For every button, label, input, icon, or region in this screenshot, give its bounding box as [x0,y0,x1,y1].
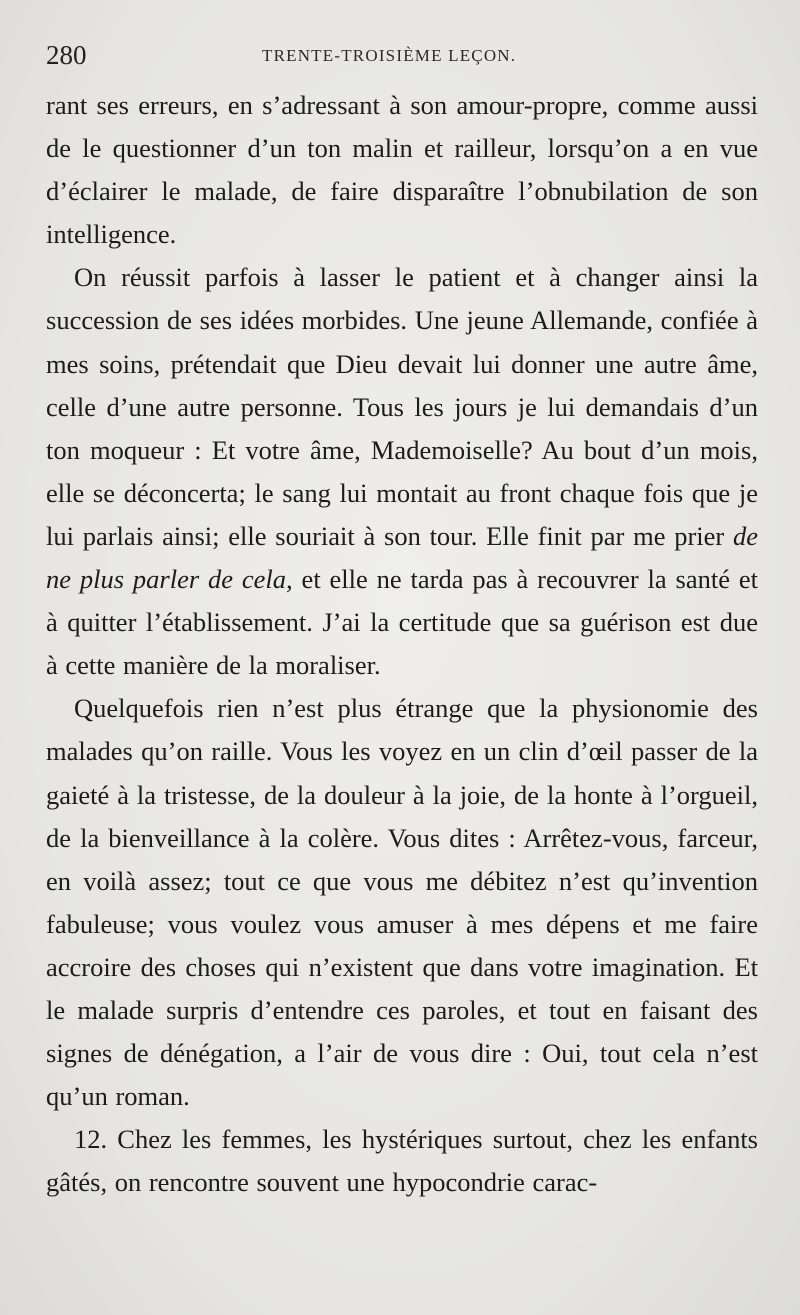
paragraph-allemande [46,256,758,687]
body-text [46,84,758,1204]
paragraph-text: On réussit parfois à lasser le patient et à changer ainsi la succession de ses idées morbides. Une jeune Allemande, confiée à mes soins, prétendait que Dieu devait lui donner une autre âme, celle d’une autre personne. Tous les jours je lui demandais d’un ton moqueur : Et votre âme, Mademoiselle? Au bout d’un mois, elle se déconcerta; le sang lui montait au front chaque fois que je lui parlais ainsi; elle souriait à son tour. Elle finit par me prier [46,262,758,551]
italic-quote: de ne plus parler de cela, [46,520,758,595]
paragraph-text: et elle ne tarda pas à recouvrer la santé et à quitter l’établissement. J’ai la certitude que sa guérison est due à cette manière de la moraliser. [46,564,758,681]
page-header [46,38,756,74]
paragraph-section-12: 12. Chez les femmes, les hystériques surtout, chez les enfants gâtés, on rencontre souvent une hypocondrie carac- [46,1124,758,1198]
paragraph-continuation: rant ses erreurs, en s’adressant à son amour-propre, comme aussi de le questionner d’un ton malin et railleur, lorsqu’on a en vue d’éclairer le malade, de faire disparaître l’obnubilation de son intelligence. [46,90,758,250]
paragraph-physionomie: Quelquefois rien n’est plus étrange que la physionomie des malades qu’on raille. Vous les voyez en un clin d’œil passer de la gaieté à la tristesse, de la douleur à la joie, de la honte à l’orgueil, de la bienveillance à la colère. Vous dites : Arrêtez-vous, farceur, en voilà assez; tout ce que vous me débitez n’est qu’invention fabuleuse; vous voulez vous amuser à mes dépens et me faire accroire des choses qui n’existent que dans votre imagination. Et le malade surpris d’entendre ces paroles, et tout en faisant des signes de dénégation, a l’air de vous dire : Oui, tout cela n’est qu’un roman. [46,693,758,1112]
running-title: TRENTE-TROISIÈME LEÇON. [262,46,517,65]
page-number: 280 [46,40,87,70]
